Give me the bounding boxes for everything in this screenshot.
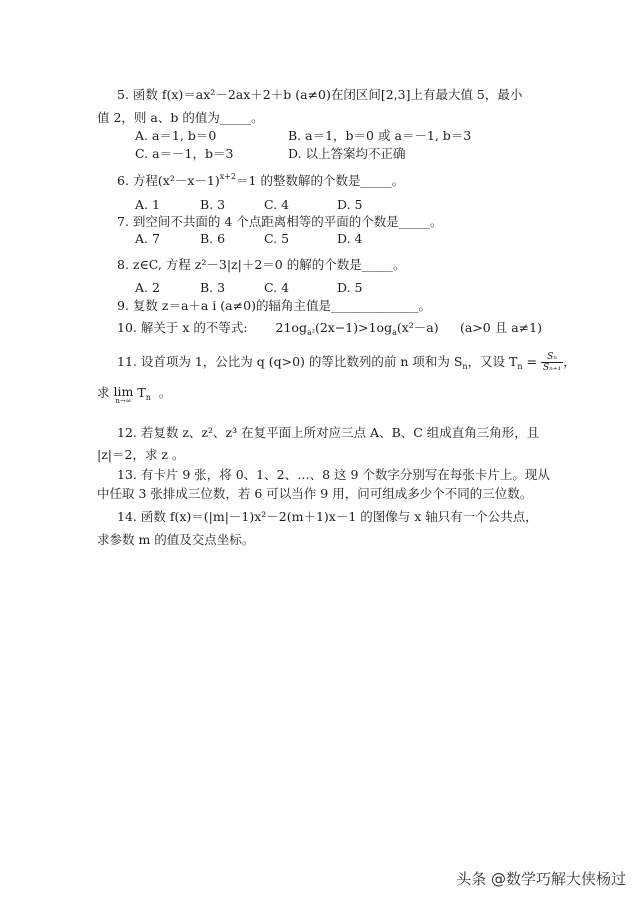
q11-t-sub: n bbox=[517, 362, 523, 371]
q9-line1: 9. 复数 z＝a＋a i (a≠0)的辐角主值是______________。 bbox=[117, 298, 431, 313]
q11-line1 bbox=[117, 352, 576, 373]
q13-line1: 13. 有卡片 9 张，将 0、1、2、…、8 这 9 个数字分别写在每张卡片上。现从 bbox=[117, 467, 550, 482]
q7-line1: 7. 到空间不共面的 4 个点距离相等的平面的个数是_____。 bbox=[117, 214, 443, 229]
q11-tail: ， bbox=[563, 354, 576, 369]
q11-fraction bbox=[541, 352, 563, 373]
q11-line2-pre: 求 bbox=[97, 385, 110, 400]
q6-text-post: ＝1 的整数解的个数是_____。 bbox=[236, 173, 405, 188]
q10-text-pre: 10. 解关于 x 的不等式: bbox=[117, 320, 248, 335]
q6-option-d: D. 5 bbox=[337, 197, 363, 212]
q12-line2: |z|＝2，求 z 。 bbox=[97, 447, 185, 462]
q6-option-b: B. 3 bbox=[200, 197, 226, 212]
q5-option-b: B. a＝1，b＝0 或 a＝－1, b＝3 bbox=[288, 128, 472, 143]
q7-option-c: C. 5 bbox=[264, 231, 290, 246]
q13-line2: 中任取 3 张排成三位数，若 6 可以当作 9 用，问可组成多少个不同的三位数。 bbox=[97, 486, 533, 501]
q11-lim-under: n→∞ bbox=[115, 397, 132, 405]
q6-text-pre: 6. 方程(x²－x－1) bbox=[117, 173, 220, 188]
q11-frac-denominator: Sₙ₊₁ bbox=[542, 363, 562, 373]
q10-log2: (2x−1)>1og bbox=[314, 320, 393, 335]
watermark-text: 头条 @数学巧解大侠杨过 bbox=[456, 870, 626, 888]
q6-option-c: C. 4 bbox=[264, 197, 290, 212]
q11-line2-post: T bbox=[137, 385, 146, 400]
q11-limit bbox=[114, 385, 134, 405]
q11-sub-n: n bbox=[462, 362, 468, 371]
q11-eq: = bbox=[522, 354, 541, 369]
q5-option-c: C. a＝－1，b＝3 bbox=[135, 146, 234, 161]
q6-line1 bbox=[117, 173, 404, 189]
q7-option-b: B. 6 bbox=[200, 231, 226, 246]
q6-exponent: x+2 bbox=[219, 172, 237, 181]
q10-condition: (a>0 且 a≠1) bbox=[460, 320, 542, 335]
q14-line1: 14. 函数 f(x)＝(|m|－1)x²－2(m＋1)x－1 的图像与 x 轴只有一个公共点， bbox=[117, 509, 538, 524]
q11-line2-sub: n bbox=[145, 393, 151, 402]
q10-log1-base: a² bbox=[306, 328, 315, 337]
q5-line1: 5. 函数 f(x)＝ax²－2ax＋2＋b (a≠0)在闭区间[2,3]上有最大值 5，最小 bbox=[117, 87, 523, 102]
q7-option-d: D. 4 bbox=[337, 231, 363, 246]
q11-lim-text: lim bbox=[113, 384, 134, 399]
q10-line1 bbox=[117, 320, 439, 336]
q12-line1: 12. 若复数 z、z²、z³ 在复平面上所对应三点 A、B、C 组成直角三角形，且 bbox=[117, 425, 540, 440]
q11-text-mid: ，又设 T bbox=[467, 354, 518, 369]
q5-line2: 值 2，则 a、b 的值为_____。 bbox=[97, 110, 264, 125]
q5-option-d: D. 以上答案均不正确 bbox=[288, 146, 406, 161]
q8-option-d: D. 5 bbox=[337, 280, 363, 295]
q11-text-pre: 11. 设首项为 1，公比为 q (q>0) 的等比数列的前 n 项和为 S bbox=[117, 354, 463, 369]
q14-line2: 求参数 m 的值及交点坐标。 bbox=[97, 532, 255, 547]
q11-end: 。 bbox=[158, 385, 172, 400]
q8-line1: 8. z∈C, 方程 z²－3|z|＋2＝0 的解的个数是_____。 bbox=[117, 257, 406, 272]
q8-option-a: A. 2 bbox=[135, 280, 160, 295]
q11-line2 bbox=[97, 385, 171, 405]
q8-option-c: C. 4 bbox=[264, 280, 290, 295]
q10-log1: 21og bbox=[275, 320, 307, 335]
q11-frac-numerator: Sₙ bbox=[541, 352, 563, 363]
q6-option-a: A. 1 bbox=[135, 197, 160, 212]
q8-option-b: B. 3 bbox=[200, 280, 226, 295]
q7-option-a: A. 7 bbox=[135, 231, 160, 246]
q5-option-a: A. a＝1, b＝0 bbox=[135, 128, 217, 143]
q10-log-arg: (x²－a) bbox=[396, 320, 439, 335]
q10-log2-base: a bbox=[392, 328, 397, 337]
